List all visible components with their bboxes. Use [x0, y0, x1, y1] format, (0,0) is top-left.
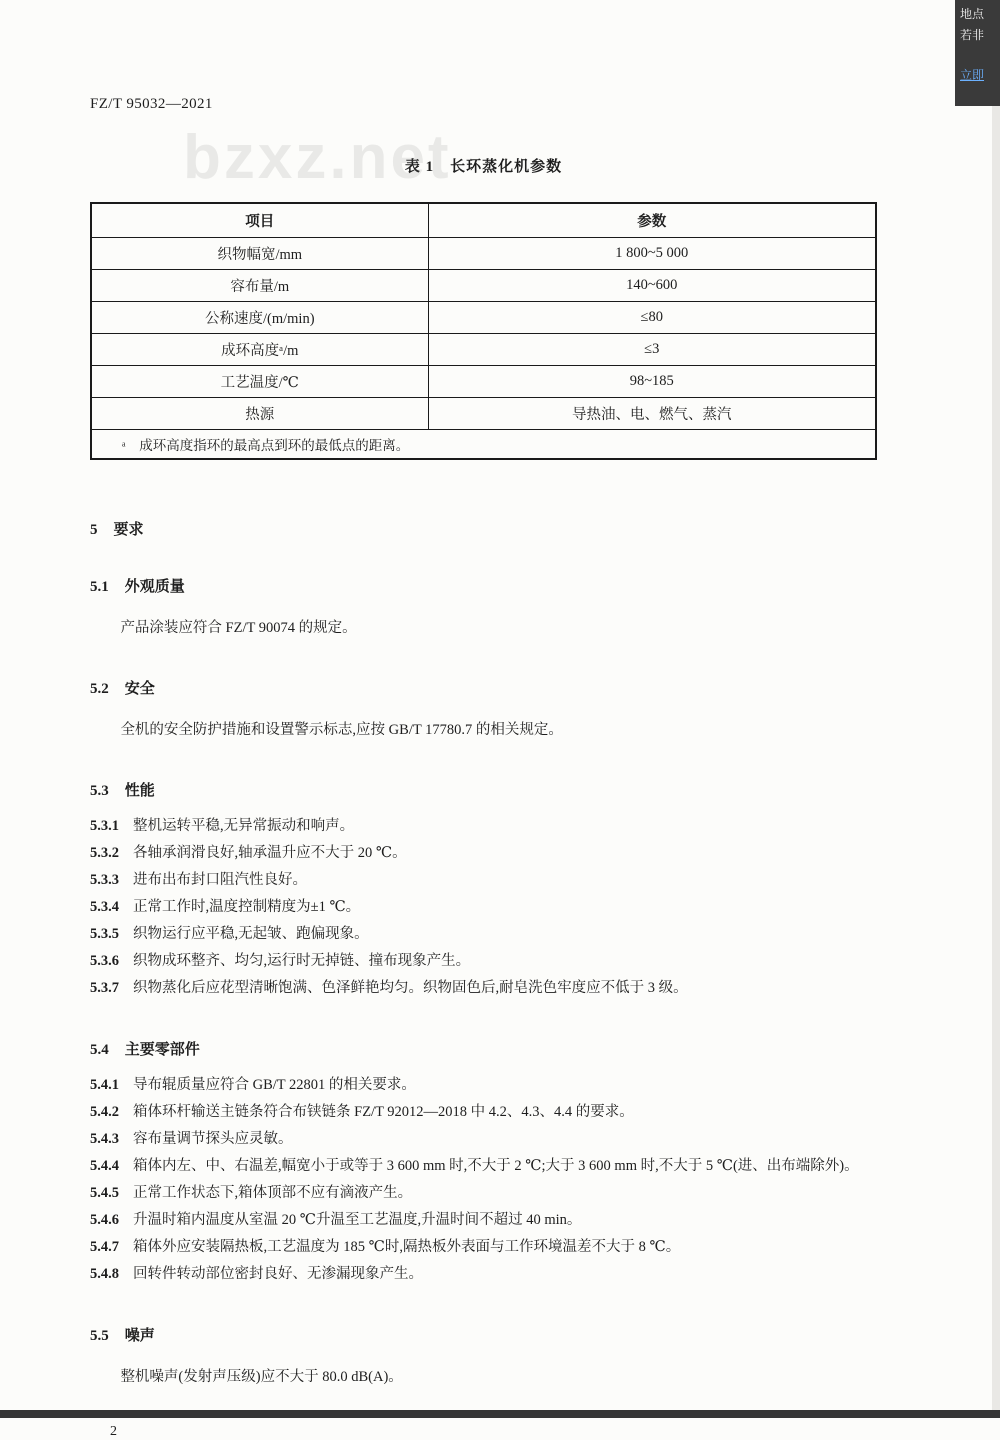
section-paragraph: 全机的安全防护措施和设置警示标志,应按 GB/T 17780.7 的相关规定。 [120, 722, 563, 738]
clause-text: 箱体环杆输送主链条符合布铗链条 FZ/T 92012—2018 中 4.2、4.3、4.4 的要求。 [133, 1104, 634, 1120]
table-cell: 公称速度/(m/min) [91, 301, 428, 333]
table-header-row [91, 203, 876, 237]
section-heading-5-3 [90, 779, 912, 800]
clause [90, 1234, 912, 1261]
clause-number: 5.4.6 [90, 1212, 119, 1228]
clause [90, 1207, 912, 1234]
table-cell: 热源 [91, 397, 428, 429]
clause-number: 5.3.5 [90, 926, 119, 942]
table-row [91, 301, 876, 333]
section-number: 5.3 [90, 783, 109, 799]
table-row [91, 237, 876, 269]
side-panel-text: 若非 [960, 28, 985, 42]
clause-number: 5.4.3 [90, 1131, 119, 1147]
clause-text: 进布出布封口阻汽性良好。 [133, 872, 307, 888]
clause-text: 正常工作状态下,箱体顶部不应有滴液产生。 [133, 1185, 413, 1201]
clause-text: 织物蒸化后应花型清晰饱满、色泽鲜艳均匀。织物固色后,耐皂洗色牢度应不低于 3 级。 [133, 980, 688, 996]
section-heading-5-1 [90, 575, 912, 596]
table-cell: 成环高度ᵃ/m [91, 333, 428, 365]
section-title: 性能 [124, 783, 155, 799]
table-cell: 140~600 [428, 269, 876, 301]
table-footnote: ᵃ 成环高度指环的最高点到环的最低点的距离。 [91, 429, 876, 459]
clause [90, 948, 912, 975]
clause-list-5-3 [90, 813, 912, 1002]
section-title: 主要零部件 [124, 1042, 200, 1058]
watermark: bzxz.net [183, 123, 452, 192]
clause-text: 织物运行应平稳,无起皱、跑偏现象。 [133, 926, 369, 942]
table-cell: ≤3 [428, 333, 876, 365]
table-cell: 导热油、电、燃气、蒸汽 [428, 397, 876, 429]
table-cell: ≤80 [428, 301, 876, 333]
page-edge-bar [0, 1410, 1000, 1418]
clause [90, 1072, 912, 1099]
table-cell: 98~185 [428, 365, 876, 397]
section-title: 噪声 [124, 1328, 155, 1344]
standard-code: FZ/T 95032—2021 [90, 96, 213, 112]
clause [90, 1126, 912, 1153]
side-panel-link[interactable]: 立即 [960, 68, 985, 82]
clause-number: 5.3.1 [90, 818, 119, 834]
section-number: 5.1 [90, 579, 109, 595]
clause [90, 1180, 912, 1207]
clause-number: 5.3.3 [90, 872, 119, 888]
clause [90, 1153, 912, 1180]
side-panel-text: 地点 [960, 7, 985, 21]
clause-number: 5.4.1 [90, 1077, 119, 1093]
clause-text: 各轴承润滑良好,轴承温升应不大于 20 ℃。 [133, 845, 407, 861]
clause-number: 5.3.7 [90, 980, 119, 996]
table-cell: 工艺温度/℃ [91, 365, 428, 397]
table-footnote-row [91, 429, 876, 459]
table-row [91, 333, 876, 365]
clause [90, 975, 912, 1002]
clause [90, 921, 912, 948]
section-paragraph: 整机噪声(发射声压级)应不大于 80.0 dB(A)。 [120, 1369, 403, 1385]
clause [90, 867, 912, 894]
column-header-item: 项目 [91, 203, 428, 237]
clause-number: 5.4.7 [90, 1239, 119, 1255]
clause-text: 导布辊质量应符合 GB/T 22801 的相关要求。 [133, 1077, 416, 1093]
clause-number: 5.4.4 [90, 1158, 119, 1174]
clause [90, 813, 912, 840]
section-heading-5-5 [90, 1324, 912, 1345]
clause [90, 1261, 912, 1288]
clause [90, 894, 912, 921]
scan-edge [992, 106, 1000, 1410]
clause-number: 5.4.5 [90, 1185, 119, 1201]
column-header-param: 参数 [428, 203, 876, 237]
clause-text: 容布量调节探头应灵敏。 [133, 1131, 293, 1147]
clause-list-5-4 [90, 1072, 912, 1288]
table-row [91, 365, 876, 397]
table-cell: 织物幅宽/mm [91, 237, 428, 269]
clause-number: 5.4.2 [90, 1104, 119, 1120]
clause-number: 5.3.4 [90, 899, 119, 915]
section-paragraph: 产品涂装应符合 FZ/T 90074 的规定。 [120, 620, 357, 636]
clause-text: 升温时箱内温度从室温 20 ℃升温至工艺温度,升温时间不超过 40 min。 [133, 1212, 582, 1228]
section-title: 外观质量 [124, 579, 185, 595]
clause-text: 整机运转平稳,无异常振动和响声。 [133, 818, 355, 834]
table-cell: 1 800~5 000 [428, 237, 876, 269]
clause-text: 箱体内左、中、右温差,幅宽小于或等于 3 600 mm 时,不大于 2 ℃;大于 3 600 mm 时,不大于 5 ℃(进、出布端除外)。 [133, 1158, 859, 1174]
side-panel [955, 0, 1000, 106]
section-number: 5 [90, 522, 98, 538]
clause-text: 箱体外应安装隔热板,工艺温度为 185 ℃时,隔热板外表面与工作环境温差不大于 8 ℃。 [133, 1239, 681, 1255]
section-heading-5-2 [90, 677, 912, 698]
section-title: 安全 [124, 681, 155, 697]
parameters-table [90, 202, 877, 460]
table-row [91, 397, 876, 429]
clause-number: 5.3.6 [90, 953, 119, 969]
section-number: 5.2 [90, 681, 109, 697]
clause-text: 正常工作时,温度控制精度为±1 ℃。 [133, 899, 361, 915]
table-row [91, 269, 876, 301]
section-number: 5.4 [90, 1042, 109, 1058]
clause-text: 回转件转动部位密封良好、无渗漏现象产生。 [133, 1266, 423, 1282]
section-heading-5 [90, 518, 912, 539]
table-title: 表 1 长环蒸化机参数 [404, 159, 563, 175]
clause [90, 840, 912, 867]
section-heading-5-4 [90, 1038, 912, 1059]
section-number: 5.5 [90, 1328, 109, 1344]
clause-text: 织物成环整齐、均匀,运行时无掉链、撞布现象产生。 [133, 953, 471, 969]
section-title: 要求 [113, 522, 144, 538]
clause-number: 5.3.2 [90, 845, 119, 861]
clause-number: 5.4.8 [90, 1266, 119, 1282]
table-cell: 容布量/m [91, 269, 428, 301]
page-number: 2 [110, 1424, 117, 1439]
clause [90, 1099, 912, 1126]
